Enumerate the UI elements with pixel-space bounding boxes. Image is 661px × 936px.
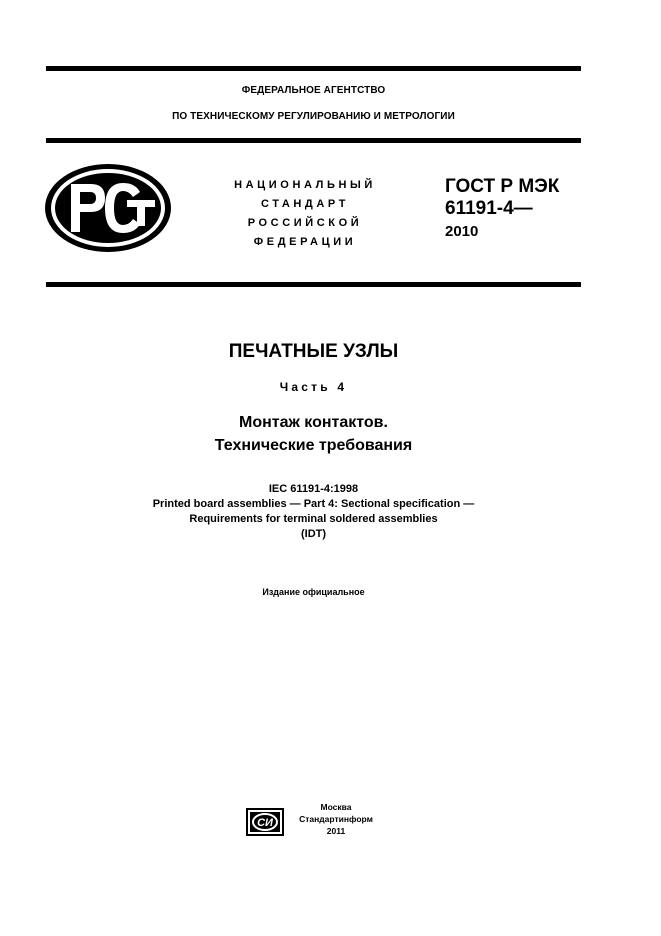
part-label: Часть 4 [279, 380, 348, 394]
designation-line-1: ГОСТ Р МЭК [445, 176, 560, 197]
iec-code: IEC 61191-4:1998 [268, 483, 359, 495]
subtitle-line-2: Технические требования [214, 437, 413, 454]
publisher-text [291, 801, 381, 837]
agency-line-1: ФЕДЕРАЛЬНОЕ АГЕНТСТВО [241, 85, 386, 96]
publisher-year: 2011 [326, 826, 346, 836]
standartinform-logo-icon [245, 807, 285, 837]
header-rule [46, 138, 581, 143]
document-subtitle [46, 411, 581, 457]
publisher-name: Стандартинформ [299, 814, 373, 824]
subtitle-line-1: Монтаж контактов. [239, 414, 388, 431]
national-standard-line-3: РОССИЙСКОЙ [247, 217, 363, 229]
designation-line-2: 61191-4— [445, 198, 533, 219]
rst-logo [43, 162, 173, 254]
designation-year: 2010 [445, 223, 479, 240]
section-rule [46, 282, 581, 287]
top-rule [46, 66, 581, 71]
national-standard-line-4: ФЕДЕРАЦИИ [253, 236, 357, 248]
edition-label: Издание официальное [262, 587, 365, 597]
agency-line-2: ПО ТЕХНИЧЕСКОМУ РЕГУЛИРОВАНИЮ И МЕТРОЛОГИИ [172, 111, 455, 122]
rst-certification-mark-icon [43, 162, 173, 254]
standard-designation [445, 176, 559, 243]
standartinform-logo [245, 807, 285, 837]
svg-text:СИ: СИ [257, 817, 273, 829]
national-standard-line-2: СТАНДАРТ [260, 198, 350, 210]
iec-title-line-2: Requirements for terminal soldered assemblies [189, 513, 438, 525]
document-title: ПЕЧАТНЫЕ УЗЛЫ [228, 341, 399, 362]
iec-reference [46, 482, 581, 542]
national-standard-block [195, 176, 415, 252]
iec-title-line-1: Printed board assemblies — Part 4: Sectional specification — [152, 498, 475, 510]
publisher-block [245, 801, 400, 843]
publisher-city: Москва [320, 802, 352, 812]
iec-status: (IDT) [300, 528, 327, 540]
national-standard-line-1: НАЦИОНАЛЬНЫЙ [234, 179, 376, 191]
